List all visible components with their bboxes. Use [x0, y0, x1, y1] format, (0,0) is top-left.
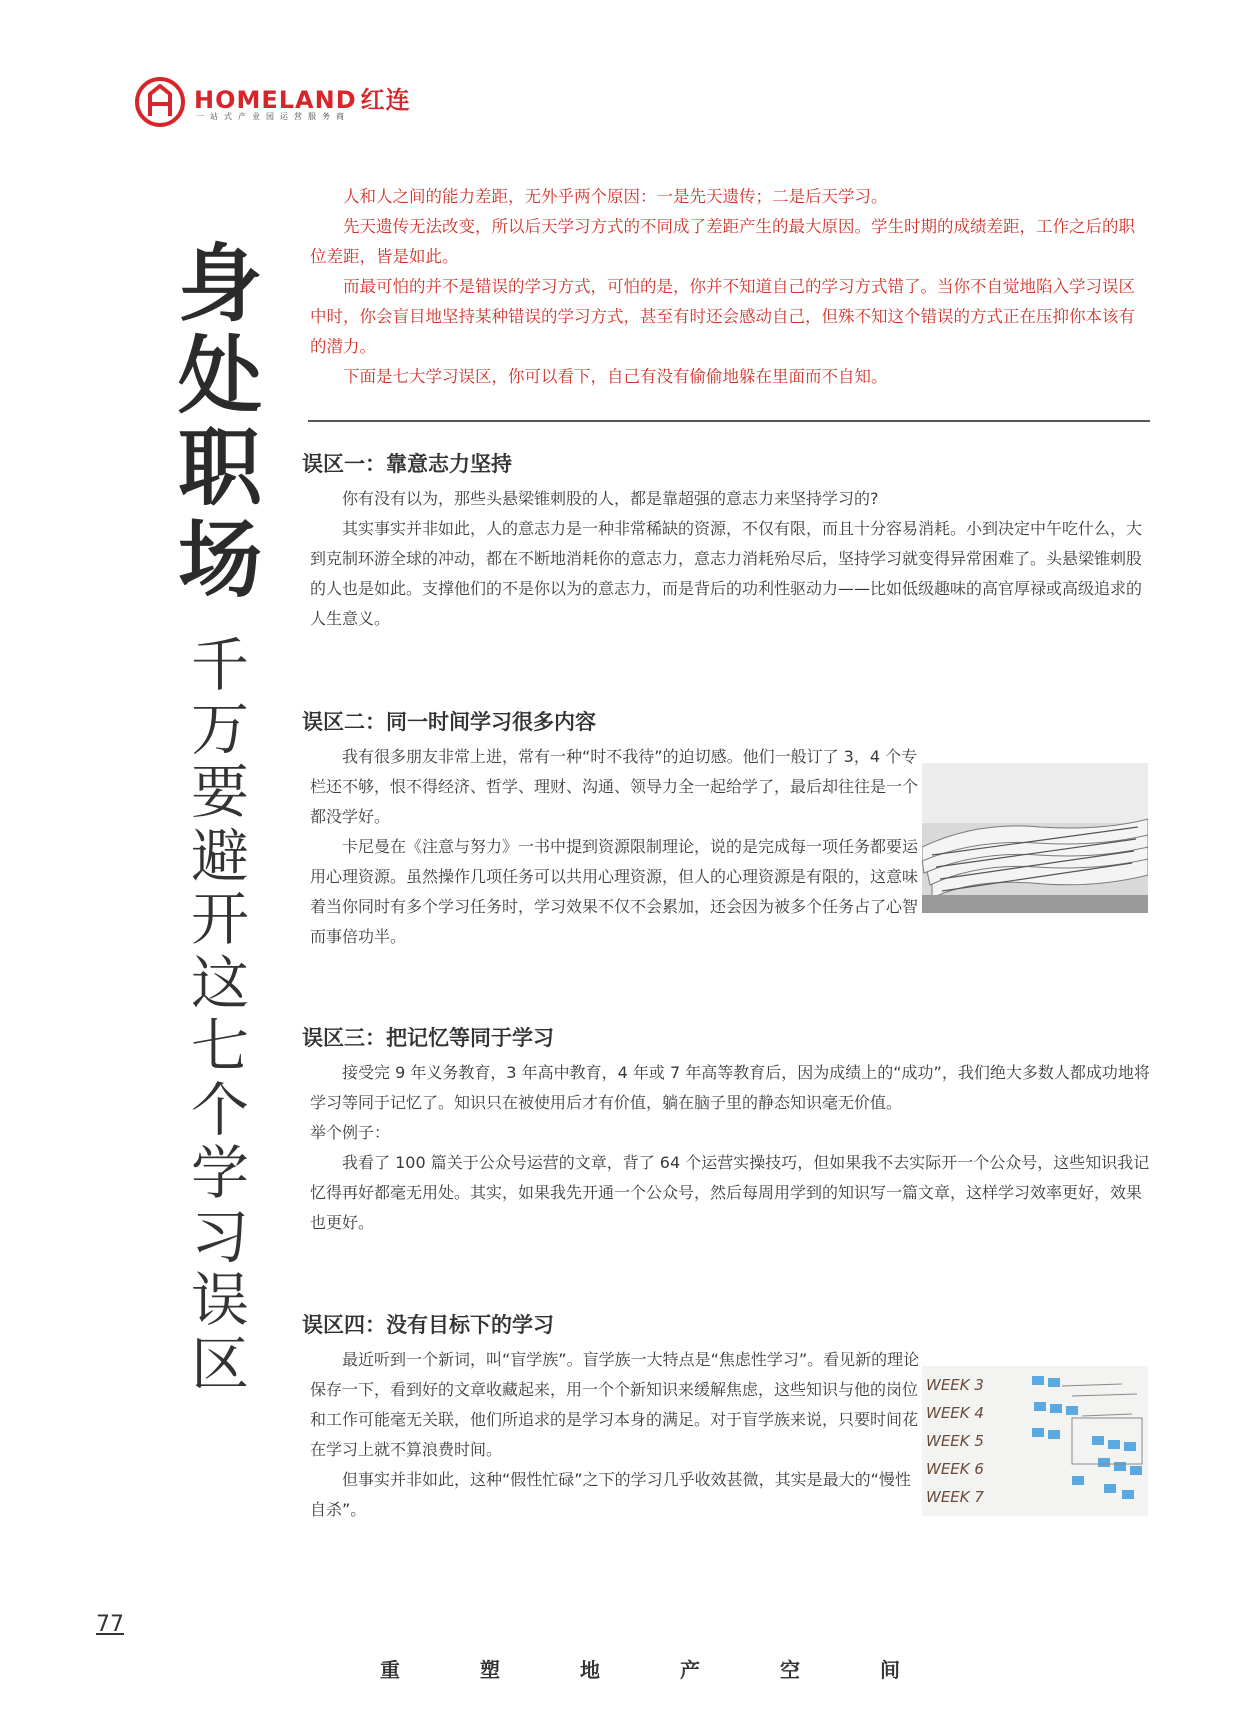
- week-label: WEEK 4: [926, 1404, 984, 1422]
- week-label: WEEK 5: [926, 1432, 984, 1450]
- brand-name-en: HOMELAND: [194, 86, 357, 114]
- week-label: WEEK 7: [926, 1488, 984, 1506]
- whiteboard-planning-photo: [922, 1366, 1148, 1516]
- section-paragraph: 其实事实并非如此，人的意志力是一种非常稀缺的资源，不仅有限，而且十分容易消耗。小到决定中午吃什么，大到克制环游全球的冲动，都在不断地消耗你的意志力，意志力消耗殆尽后，坚持学习就变得异常困难了。头悬梁锥刺股的人也是如此。支撑他们的不是你以为的意志力，而是背后的功利性驱动力——比如低级趣味的高官厚禄或高级追求的人生意义。: [310, 519, 1143, 628]
- subtitle-char: 千: [190, 631, 249, 699]
- section-body: [310, 1345, 920, 1525]
- section-title: 误区三：把记忆等同于学习: [302, 1026, 554, 1050]
- title-char: 职: [177, 419, 262, 517]
- newspaper-stack-illustration: [922, 763, 1148, 913]
- vertical-title-main: [177, 235, 262, 609]
- slogan-char: 空: [780, 1658, 800, 1682]
- footer-slogan: [380, 1654, 900, 1683]
- section-title: 误区一：靠意志力坚持: [302, 452, 512, 476]
- section-paragraph: 但事实并非如此，这种“假性忙碌”之下的学习几乎收效甚微，其实是最大的“慢性自杀”。: [310, 1470, 911, 1519]
- slogan-char: 塑: [480, 1658, 500, 1682]
- title-char: 处: [177, 327, 262, 425]
- subtitle-char: 开: [190, 885, 249, 953]
- slogan-char: 产: [680, 1658, 700, 1682]
- section-paragraph: 接受完 9 年义务教育，3 年高中教育，4 年或 7 年高等教育后，因为成绩上的“成功”，我们绝大多数人都成功地将学习等同于记忆了。知识只在被使用后才有价值，躺在脑子里的静态知识毫无价值。: [310, 1063, 1150, 1112]
- section-paragraph: 最近听到一个新词，叫“盲学族”。盲学族一大特点是“焦虑性学习”。看见新的理论保存一下，看到好的文章收藏起来，用一个个新知识来缓解焦虑，这些知识与他的岗位和工作可能毫无关联，他们所追求的是学习本身的满足。对于盲学族来说，只要时间花在学习上就不算浪费时间。: [310, 1350, 920, 1459]
- section-paragraph: 举个例子：: [310, 1123, 391, 1142]
- title-char: 场: [177, 511, 262, 609]
- vertical-title: [160, 235, 280, 1398]
- section-1: [302, 444, 1152, 634]
- section-body: [310, 484, 1150, 634]
- subtitle-char: 个: [190, 1075, 249, 1144]
- section-3: [302, 1018, 1152, 1238]
- subtitle-char: 习: [190, 1202, 249, 1271]
- brand-name: [194, 80, 411, 115]
- slogan-char: 地: [580, 1658, 600, 1682]
- homeland-logo-icon: [134, 76, 186, 128]
- section-title: 误区四：没有目标下的学习: [302, 1313, 554, 1337]
- section-divider: [308, 420, 1150, 422]
- section-paragraph: 我有很多朋友非常上进，常有一种“时不我待”的迫切感。他们一般订了 3，4 个专栏还不够，恨不得经济、哲学、理财、沟通、领导力全一起给学了，最后却往往是一个都没学好。: [310, 747, 919, 826]
- intro-paragraph: 先天遗传无法改变，所以后天学习方式的不同成了差距产生的最大原因。学生时期的成绩差距，工作之后的职位差距，皆是如此。: [310, 217, 1135, 266]
- intro-text: [310, 182, 1150, 392]
- intro-paragraph: 而最可怕的并不是错误的学习方式，可怕的是，你并不知道自己的学习方式错了。当你不自觉地陷入学习误区中时，你会盲目地坚持某种错误的学习方式，甚至有时还会感动自己，但殊不知这个错误的方式正在压抑你本该有的潜力。: [310, 277, 1135, 356]
- brand-tagline: 一站式产业园运营服务商: [196, 112, 350, 121]
- subtitle-char: 避: [190, 821, 249, 890]
- subtitle-char: 误: [190, 1266, 249, 1334]
- week-label: WEEK 3: [926, 1376, 984, 1394]
- subtitle-char: 要: [190, 758, 249, 826]
- intro-paragraph: 下面是七大学习误区，你可以看下，自己有没有偷偷地躲在里面而不自知。: [343, 367, 888, 386]
- section-body: [310, 742, 920, 952]
- section-paragraph: 你有没有以为，那些头悬梁锥刺股的人，都是靠超强的意志力来坚持学习的?: [342, 489, 879, 508]
- slogan-char: 间: [880, 1658, 900, 1682]
- brand-name-cn: 红连: [360, 86, 411, 114]
- subtitle-char: 区: [190, 1329, 249, 1398]
- section-paragraph: 卡尼曼在《注意与努力》一书中提到资源限制理论，说的是完成每一项任务都要运用心理资源。虽然操作几项任务可以共用心理资源，但人的心理资源是有限的，这意味着当你同时有多个学习任务时，学习效果不仅不会累加，还会因为被多个任务占了心智而事倍功半。: [310, 837, 919, 946]
- whiteboard-illustration: [922, 1366, 1148, 1516]
- newspaper-stack-photo: [922, 763, 1148, 913]
- section-paragraph: 我看了 100 篇关于公众号运营的文章，背了 64 个运营实操技巧，但如果我不去实际开一个公众号，这些知识我记忆得再好都毫无用处。其实，如果我先开通一个公众号，然后每周用学到的知识写一篇文章，这样学习效率更好，效果也更好。: [310, 1153, 1150, 1232]
- title-char: 身: [177, 235, 262, 333]
- subtitle-char: 七: [190, 1012, 249, 1080]
- page-number: 77: [96, 1612, 124, 1637]
- slogan-char: 重: [380, 1658, 400, 1682]
- intro-paragraph: 人和人之间的能力差距，无外乎两个原因：一是先天遗传；二是后天学习。: [343, 187, 888, 206]
- section-title: 误区二：同一时间学习很多内容: [302, 710, 596, 734]
- subtitle-char: 这: [190, 948, 249, 1017]
- section-body: [310, 1058, 1150, 1238]
- vertical-title-sub: [190, 631, 249, 1398]
- subtitle-char: 学: [190, 1139, 249, 1207]
- week-label: WEEK 6: [926, 1460, 984, 1478]
- subtitle-char: 万: [190, 694, 249, 763]
